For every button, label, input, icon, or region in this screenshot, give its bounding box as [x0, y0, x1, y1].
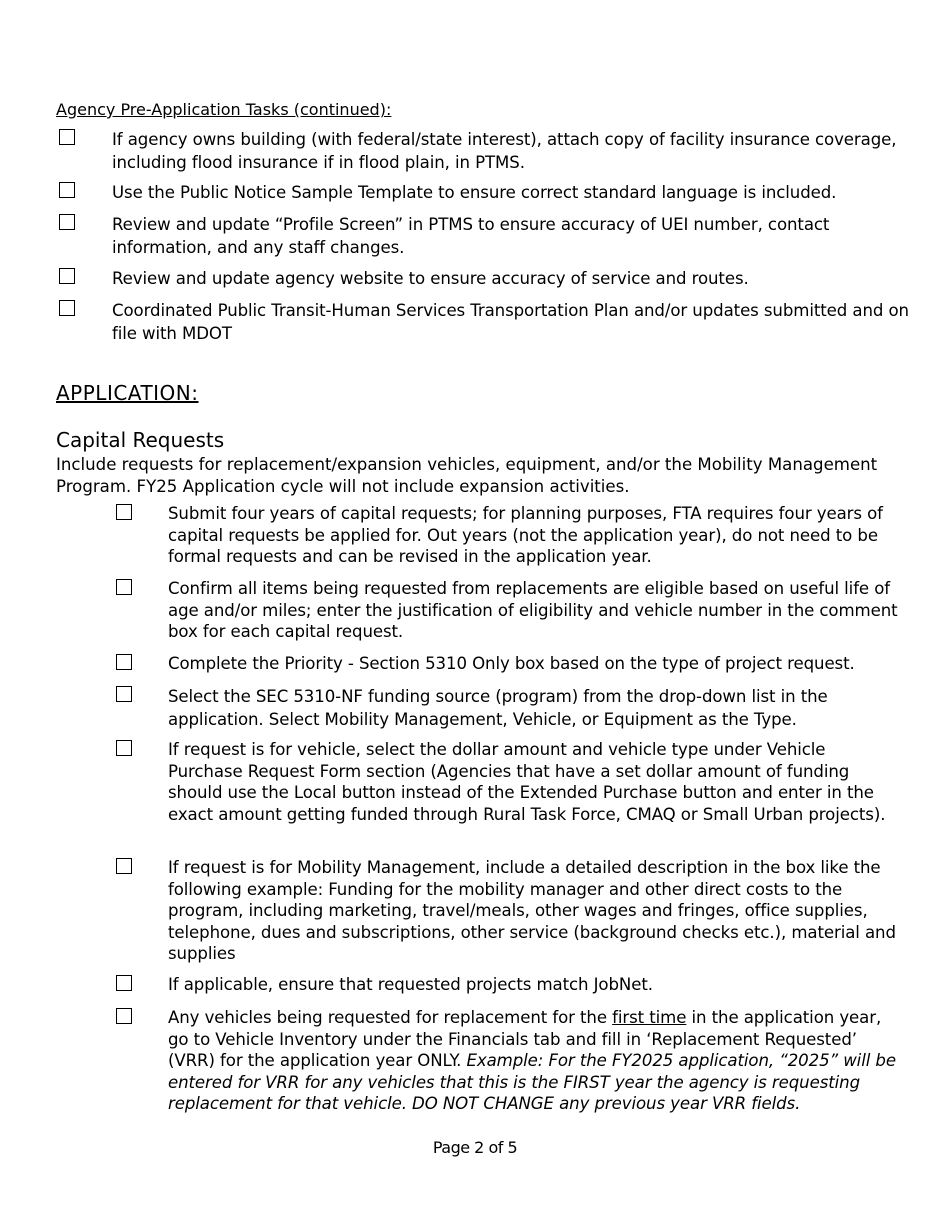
first-time-underlined: first time	[612, 1008, 687, 1027]
pre-item-4: Coordinated Public Transit-Human Services Transportation Plan and/or updates submitted and on file with MDOT	[112, 301, 909, 343]
app-item-6: If applicable, ensure that requested projects match JobNet.	[168, 975, 653, 994]
checkbox-app-6[interactable]	[116, 975, 132, 991]
page-number: Page 2 of 5	[432, 1138, 518, 1157]
checkbox-pre-1[interactable]	[59, 182, 75, 198]
app-item-7-text-b: in the application year, go to Vehicle Inventory under the Financials tab and fill in ‘Replacement Requested’ (VRR) for the application year ONLY.	[168, 1008, 882, 1070]
app-item-4: If request is for vehicle, select the dollar amount and vehicle type under Vehicle Purchase Request Form section (Agencies that have a set dollar amount of funding should use the Local button instead of the Extended Purchase button and enter in the exact amount getting funded through Rural Task Force, CMAQ or Small Urban projects).	[168, 740, 886, 824]
checkbox-app-1[interactable]	[116, 579, 132, 595]
app-item-3: Select the SEC 5310-NF funding source (program) from the drop-down list in the application. Select Mobility Management, Vehicle, or Equipment as the Type.	[168, 687, 828, 729]
checkbox-app-2[interactable]	[116, 654, 132, 670]
pre-item-3: Review and update agency website to ensure accuracy of service and routes.	[112, 269, 749, 288]
pre-item-1: Use the Public Notice Sample Template to ensure correct standard language is included.	[112, 183, 837, 202]
pre-item-2: Review and update “Profile Screen” in PTMS to ensure accuracy of UEI number, contact information, and any staff changes.	[112, 215, 830, 257]
pre-item-0: If agency owns building (with federal/state interest), attach copy of facility insurance coverage, including flood insurance if in flood plain, in PTMS.	[112, 130, 897, 172]
app-item-2: Complete the Priority - Section 5310 Only box based on the type of project request.	[168, 654, 855, 673]
app-item-1: Confirm all items being requested from replacements are eligible based on useful life of age and/or miles; enter the justification of eligibility and vehicle number in the comment box for each capital request.	[168, 579, 898, 641]
checkbox-pre-3[interactable]	[59, 268, 75, 284]
capital-requests-intro: Include requests for replacement/expansion vehicles, equipment, and/or the Mobility Management Program. FY25 Application cycle will not include expansion activities.	[56, 455, 878, 496]
app-item-7-text-a: Any vehicles being requested for replacement for the	[168, 1008, 613, 1027]
app-item-5: If request is for Mobility Management, include a detailed description in the box like the following example: Funding for the mobility manager and other direct costs to the program, including marketing, travel/meals, other wages and fringes, office supplies, telephone, dues and subscriptions, other service (background checks etc.), material and supplies	[168, 858, 896, 963]
checkbox-pre-0[interactable]	[59, 129, 75, 145]
checkbox-app-4[interactable]	[116, 740, 132, 756]
checkbox-pre-2[interactable]	[59, 214, 75, 230]
checkbox-app-5[interactable]	[116, 858, 132, 874]
checkbox-pre-4[interactable]	[59, 300, 75, 316]
app-item-0: Submit four years of capital requests; for planning purposes, FTA requires four years of capital requests be applied for. Out years (not the application year), do not need to be formal requests and can be revised in the application year.	[168, 504, 883, 566]
checkbox-app-0[interactable]	[116, 504, 132, 520]
checkbox-app-7[interactable]	[116, 1008, 132, 1024]
app-item-7	[168, 1007, 903, 1115]
pre-application-heading: Agency Pre-Application Tasks (continued):	[56, 100, 392, 119]
capital-requests-heading: Capital Requests	[56, 428, 225, 452]
application-heading: APPLICATION:	[56, 381, 199, 405]
checkbox-app-3[interactable]	[116, 686, 132, 702]
app-item-7-example: Example: For the FY2025 application, “2025” will be entered for VRR for any vehicles that this is the FIRST year the agency is requesting replacement for that vehicle. DO NOT CHANGE any previous year VRR fields.	[168, 1051, 896, 1113]
